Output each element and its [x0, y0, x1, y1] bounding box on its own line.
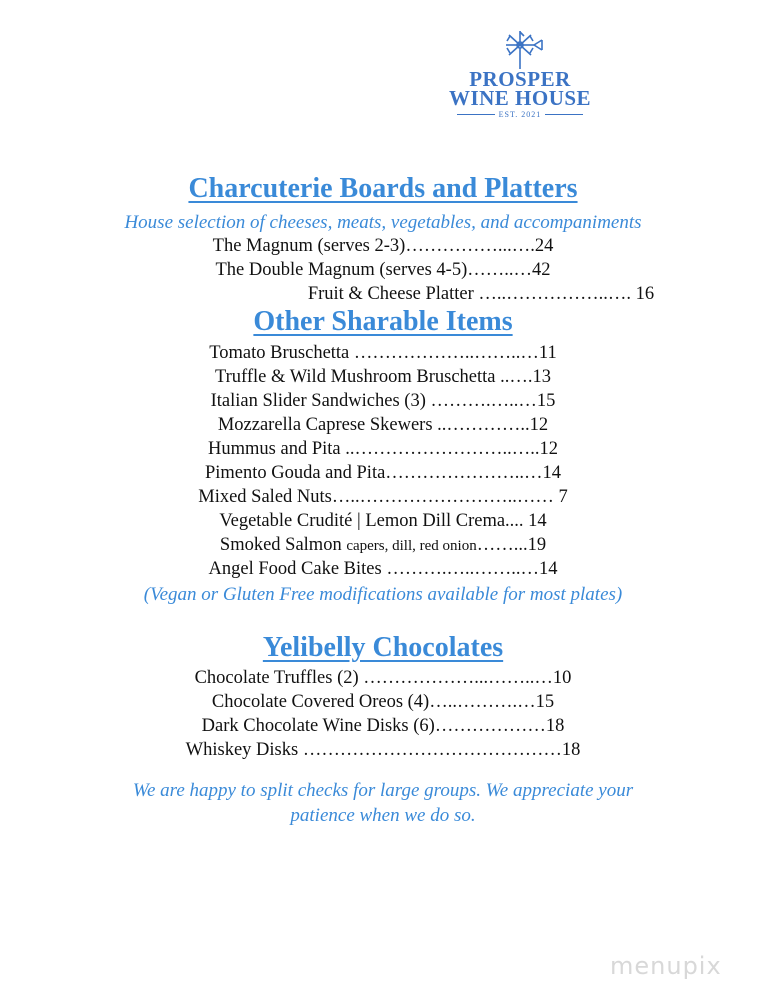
menu-item: Fruit & Cheese Platter …..……………..…. 16: [307, 284, 655, 304]
menu-item: Chocolate Truffles (2) ………………...……..…10: [194, 668, 572, 688]
menu-item: [0, 534, 766, 559]
charcuterie-subtitle: House selection of cheeses, meats, vegetables, and accompaniments: [124, 212, 642, 233]
menu-item: Mixed Saled Nuts…..……………………..…… 7: [198, 487, 568, 507]
menu-item: Mozzarella Caprese Skewers ..…………..12: [217, 415, 549, 435]
menu-item: Hummus and Pita ..……………………..…..12: [208, 439, 558, 459]
logo-line2: WINE HOUSE: [448, 86, 592, 110]
modification-note: (Vegan or Gluten Free modifications available for most plates): [143, 584, 623, 605]
logo-est-row: [440, 110, 600, 119]
menu-item: The Double Magnum (serves 4-5)……..…42: [215, 260, 551, 280]
chocolates-heading: Yelibelly Chocolates: [262, 632, 504, 663]
menu-item: The Magnum (serves 2-3)……………...….24: [212, 236, 554, 256]
menu-item: Italian Slider Sandwiches (3) ……….…..…15: [210, 391, 556, 411]
item-detail: capers, dill, red onion: [346, 538, 477, 554]
windmill-icon: [495, 30, 545, 70]
logo: [440, 30, 600, 145]
menu-item: Vegetable Crudité | Lemon Dill Crema.... 14: [219, 511, 547, 531]
logo-line1: PROSPER: [469, 67, 571, 91]
menu-item: Truffle & Wild Mushroom Bruschetta ..….13: [214, 367, 552, 387]
sharable-heading: Other Sharable Items: [253, 306, 513, 337]
menu-item: Pimento Gouda and Pita…………………..…14: [204, 463, 562, 483]
menu-item: Tomato Bruschetta ………………..……..…11: [209, 343, 557, 363]
menu-item: Angel Food Cake Bites ……….…..……..…14: [208, 559, 558, 579]
item-price: ……...19: [476, 535, 547, 555]
item-name: Smoked Salmon: [219, 535, 347, 555]
watermark: menupix: [610, 952, 722, 980]
menu-item: Chocolate Covered Oreos (4)…..……….…15: [211, 692, 555, 712]
footer-note-line1: We are happy to split checks for large groups. We appreciate your: [132, 780, 634, 801]
logo-est: EST. 2021: [498, 110, 542, 119]
footer-note-line2: patience when we do so.: [290, 805, 476, 826]
charcuterie-heading: Charcuterie Boards and Platters: [188, 173, 578, 204]
menu-item: Whiskey Disks ……………………………………18: [185, 740, 581, 760]
menu-item: Dark Chocolate Wine Disks (6)………………18: [201, 716, 565, 736]
